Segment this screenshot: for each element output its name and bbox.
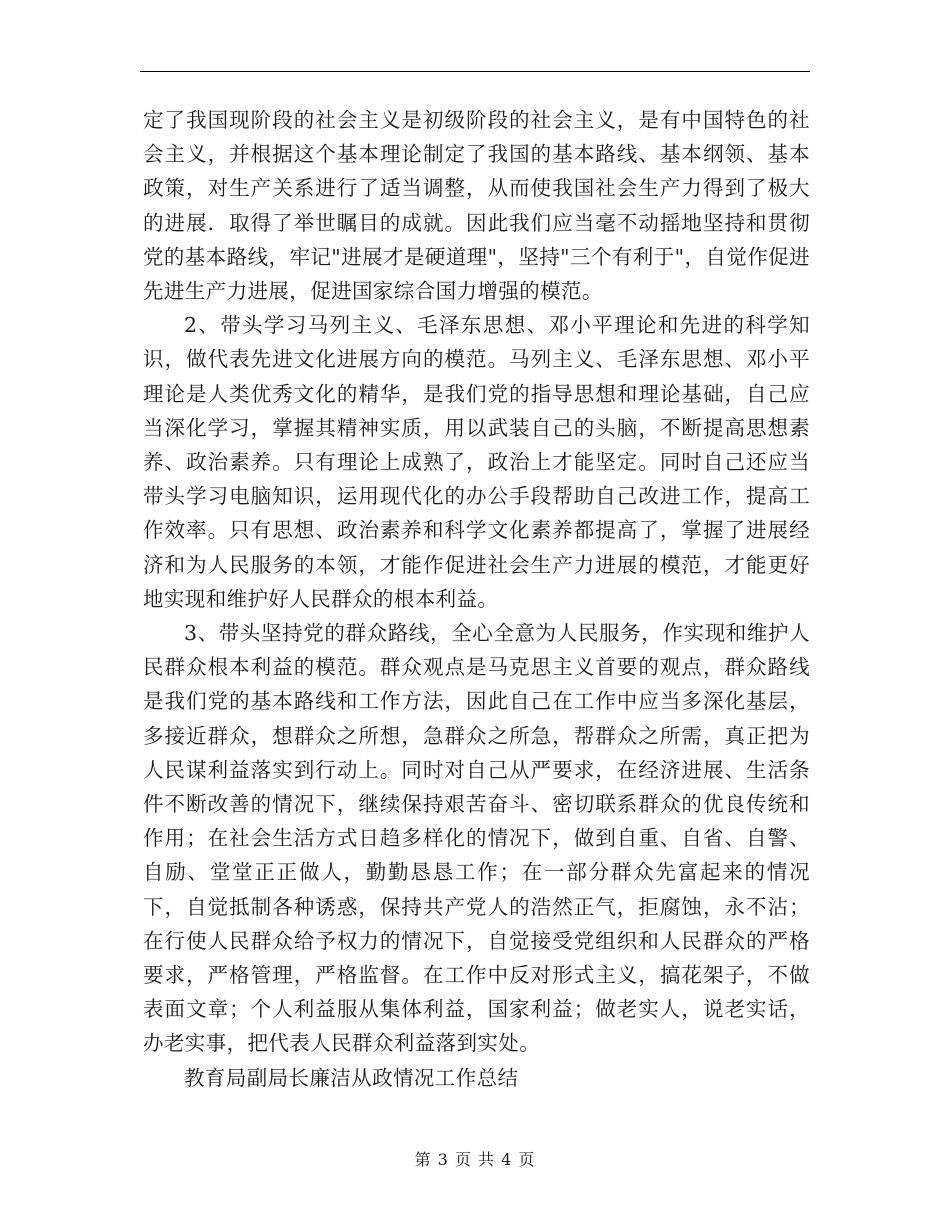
next-section-title: 教育局副局长廉洁从政情况工作总结: [184, 1065, 519, 1090]
paragraph-continuation: 定了我国现阶段的社会主义是初级阶段的社会主义，是有中国特色的社会主义，并根据这个基本理论制定了我国的基本路线、基本纲领、基本政策，对生产关系进行了适当调整，从而使我国社会生产力得到了极大的进展．取得了举世瞩目的成就。因此我们应当毫不动摇地坚持和贯彻党的基本路线，牢记"进展才是硬道理"，坚持"三个有利于"，自觉作促进先进生产力进展，促进国家综合国力增强的模范。: [143, 108, 810, 304]
page-number: 第 3 页 共 4 页: [414, 1150, 536, 1169]
document-body: [143, 103, 810, 1095]
page-footer: [0, 1150, 950, 1170]
paragraph-item-3: 3、带头坚持党的群众路线，全心全意为人民服务，作实现和维护人民群众根本利益的模范。群众观点是马克思主义首要的观点，群众路线是我们党的基本路线和工作方法，因此自己在工作中应当多深化基层，多接近群众，想群众之所想，急群众之所急，帮群众之所需，真正把为人民谋利益落实到行动上。同时对自己从严要求，在经济进展、生活条件不断改善的情况下，继续保持艰苦奋斗、密切联系群众的优良传统和作用；在社会生活方式日趋多样化的情况下，做到自重、自省、自警、自励、堂堂正正做人，勤勤恳恳工作；在一部分群众先富起来的情况下，自觉抵制各种诱惑，保持共产党人的浩然正气，拒腐蚀，永不沾；在行使人民群众给予权力的情况下，自觉接受党组织和人民群众的严格要求，严格管理，严格监督。在工作中反对形式主义，搞花架子，不做表面文章；个人利益服从集体利益，国家利益；做老实人，说老实话，办老实事，把代表人民群众利益落到实处。: [143, 621, 810, 1056]
header-rule: [140, 71, 810, 72]
paragraph-item-2: 2、带头学习马列主义、毛泽东思想、邓小平理论和先进的科学知识，做代表先进文化进展方向的模范。马列主义、毛泽东思想、邓小平理论是人类优秀文化的精华，是我们党的指导思想和理论基础，自己应当深化学习，掌握其精神实质，用以武装自己的头脑，不断提高思想素养、政治素养。只有理论上成熟了，政治上才能坚定。同时自己还应当带头学习电脑知识，运用现代化的办公手段帮助自己改进工作，提高工作效率。只有思想、政治素养和科学文化素养都提高了，掌握了进展经济和为人民服务的本领，才能作促进社会生产力进展的模范，才能更好地实现和维护好人民群众的根本利益。: [143, 313, 810, 611]
